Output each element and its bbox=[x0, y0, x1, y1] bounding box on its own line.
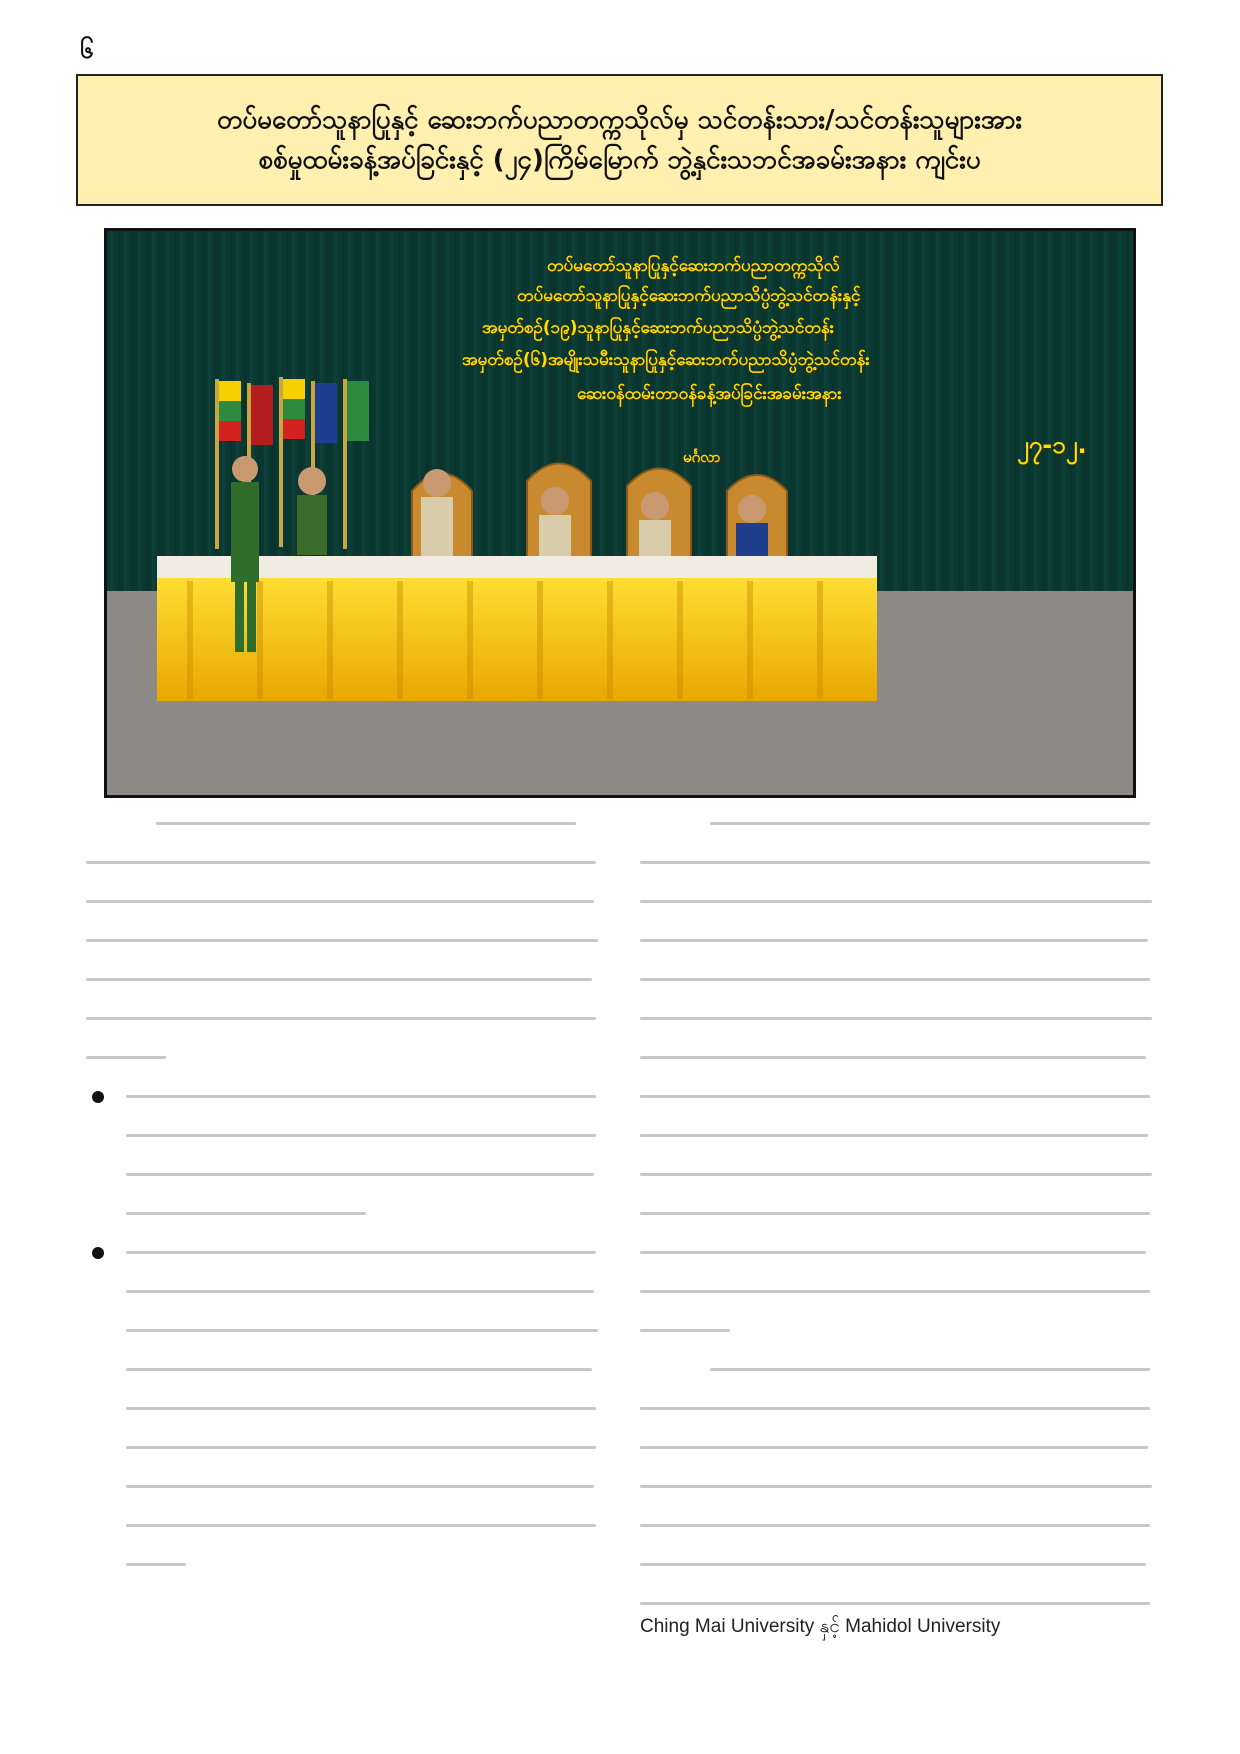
left-text-line bbox=[126, 1563, 186, 1566]
table-with-cloth bbox=[157, 556, 877, 701]
right-text-line bbox=[640, 1446, 1148, 1449]
ceremony-photo bbox=[104, 228, 1136, 798]
left-text-line bbox=[126, 1407, 596, 1410]
left-text-line bbox=[86, 939, 598, 942]
right-column bbox=[640, 822, 1156, 1659]
left-paragraph-1 bbox=[86, 822, 602, 1059]
right-text-line bbox=[640, 1173, 1152, 1176]
right-text-line bbox=[640, 978, 1150, 981]
bullet-item-2 bbox=[86, 1251, 602, 1566]
bullet-dot-icon bbox=[92, 1091, 104, 1103]
backdrop-date: ၂၇-၁၂. bbox=[1017, 431, 1087, 459]
title-line-2: စစ်မှုထမ်းခန့်အပ်ခြင်းနှင့် (၂၄)ကြိမ်မြောက် ဘွဲ့နှင်းသဘင်အခမ်းအနား ကျင်းပ bbox=[258, 145, 981, 175]
right-text-line bbox=[640, 939, 1148, 942]
ribbon-label: မင်္ဂလာ bbox=[683, 448, 721, 466]
right-text-line bbox=[640, 861, 1150, 864]
backdrop-line-5: ဆေးဝန်ထမ်းတာဝန်ခန့်အပ်ခြင်းအခမ်းအနား bbox=[577, 384, 842, 404]
title-line-1: တပ်မတော်သူနာပြုနှင့် ဆေးဘက်ပညာတက္ကသိုလ်မှ သင်တန်းသား/သင်တန်းသူများအား bbox=[217, 104, 1022, 135]
left-text-line bbox=[86, 978, 592, 981]
left-text-line bbox=[156, 822, 576, 825]
right-text-line bbox=[640, 1290, 1150, 1293]
left-text-line bbox=[126, 1212, 366, 1215]
left-text-line bbox=[126, 1290, 594, 1293]
right-paragraph-2 bbox=[640, 1368, 1156, 1641]
left-text-line bbox=[126, 1446, 596, 1449]
backdrop-line-3: အမှတ်စဉ်(၁၉)သူနာပြုနှင့်ဆေးဘက်ပညာသိပ္ပံဘွဲ့သင်တန်း bbox=[482, 318, 834, 338]
right-text-line bbox=[640, 1485, 1152, 1488]
left-text-line bbox=[86, 1017, 596, 1020]
right-text-line bbox=[640, 1095, 1150, 1098]
left-text-line bbox=[86, 1056, 166, 1059]
left-text-line bbox=[86, 900, 594, 903]
right-text-line bbox=[710, 1368, 1150, 1371]
right-text-line bbox=[710, 822, 1150, 825]
left-text-line bbox=[126, 1524, 596, 1527]
right-text-line bbox=[640, 1407, 1150, 1410]
right-text-line bbox=[640, 1524, 1150, 1527]
left-text-line bbox=[126, 1251, 596, 1254]
backdrop-line-2: တပ်မတော်သူနာပြုနှင့်ဆေးဘက်ပညာသိပ္ပံဘွဲ့သင်တန်းနှင့် bbox=[517, 286, 861, 306]
ceremony-illustration bbox=[107, 231, 1133, 795]
right-text-line bbox=[640, 1017, 1152, 1020]
right-text-line bbox=[640, 1134, 1148, 1137]
right-text-line bbox=[640, 1056, 1146, 1059]
right-text-line bbox=[640, 1602, 1150, 1605]
right-text-line bbox=[640, 1329, 730, 1332]
right-paragraph-1 bbox=[640, 822, 1156, 1332]
bullet-item-1 bbox=[86, 1095, 602, 1215]
left-text-line bbox=[126, 1095, 596, 1098]
title-box bbox=[76, 74, 1163, 206]
left-text-line bbox=[126, 1485, 594, 1488]
left-text-line bbox=[126, 1329, 598, 1332]
left-text-line bbox=[86, 861, 596, 864]
right-text-line bbox=[640, 1251, 1146, 1254]
page-number: ၆ bbox=[80, 36, 94, 64]
right-text-line bbox=[640, 1563, 1146, 1566]
left-text-line bbox=[126, 1134, 596, 1137]
backdrop-line-4: အမှတ်စဉ်(၆)အမျိုးသမီးသူနာပြုနှင့်ဆေးဘက်ပညာသိပ္ပံဘွဲ့သင်တန်း bbox=[462, 350, 870, 370]
university-names: Ching Mai University နှင့် Mahidol University bbox=[640, 1616, 1001, 1637]
left-text-line bbox=[126, 1173, 594, 1176]
backdrop-line-1: တပ်မတော်သူနာပြုနှင့်ဆေးဘက်ပညာတက္ကသိုလ် bbox=[547, 256, 840, 276]
left-text-line bbox=[126, 1368, 592, 1371]
right-text-line bbox=[640, 900, 1152, 903]
bullet-dot-icon bbox=[92, 1247, 104, 1259]
left-column bbox=[86, 822, 602, 1602]
right-text-line bbox=[640, 1212, 1150, 1215]
